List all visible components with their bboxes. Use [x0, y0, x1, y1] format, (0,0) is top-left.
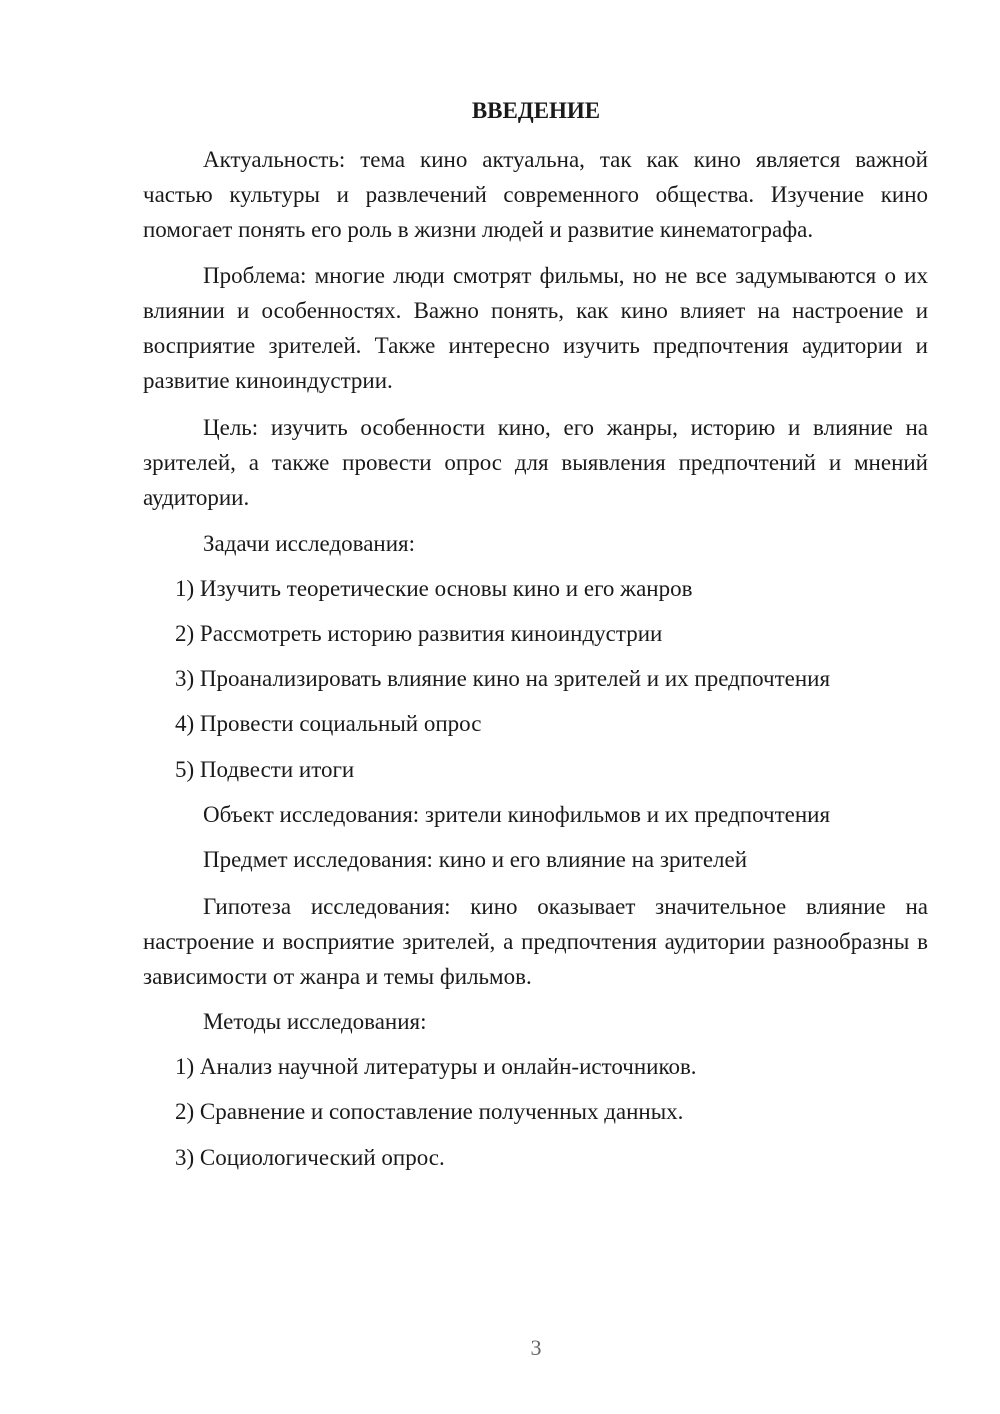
tasks-heading: Задачи исследования:: [203, 531, 416, 556]
task-item: 4) Провести социальный опрос: [175, 711, 482, 736]
relevance-paragraph: Актуальность: тема кино актуальна, так как кино является важной частью культуры и развлечений современного общества. Изучение кино помогает понять его роль в жизни людей и развитие кинематографа.: [143, 147, 928, 242]
subject-line: Предмет исследования: кино и его влияние на зрителей: [203, 847, 748, 872]
method-item: 3) Социологический опрос.: [175, 1145, 445, 1170]
method-item: 2) Сравнение и сопоставление полученных данных.: [175, 1099, 684, 1124]
methods-heading: Методы исследования:: [203, 1009, 427, 1034]
hypothesis-paragraph: Гипотеза исследования: кино оказывает значительное влияние на настроение и восприятие зрителей, а предпочтения аудитории разнообразны в зависимости от жанра и темы фильмов.: [143, 894, 928, 989]
page-title: ВВЕДЕНИЕ: [471, 98, 601, 123]
task-item: 5) Подвести итоги: [175, 757, 355, 782]
goal-paragraph: Цель: изучить особенности кино, его жанры, историю и влияние на зрителей, а также провести опрос для выявления предпочтений и мнений аудитории.: [143, 415, 928, 510]
method-item: 1) Анализ научной литературы и онлайн-источников.: [175, 1054, 697, 1079]
task-item: 3) Проанализировать влияние кино на зрителей и их предпочтения: [175, 666, 831, 691]
task-item: 2) Рассмотреть историю развития киноиндустрии: [175, 621, 663, 646]
page-number: 3: [530, 1335, 542, 1360]
problem-paragraph: Проблема: многие люди смотрят фильмы, но не все задумываются о их влиянии и особенностях. Важно понять, как кино влияет на настроение и восприятие зрителей. Также интересно изучить предпочтения аудитории и развитие киноиндустрии.: [143, 263, 928, 393]
object-line: Объект исследования: зрители кинофильмов и их предпочтения: [203, 802, 831, 827]
task-item: 1) Изучить теоретические основы кино и его жанров: [175, 576, 693, 601]
